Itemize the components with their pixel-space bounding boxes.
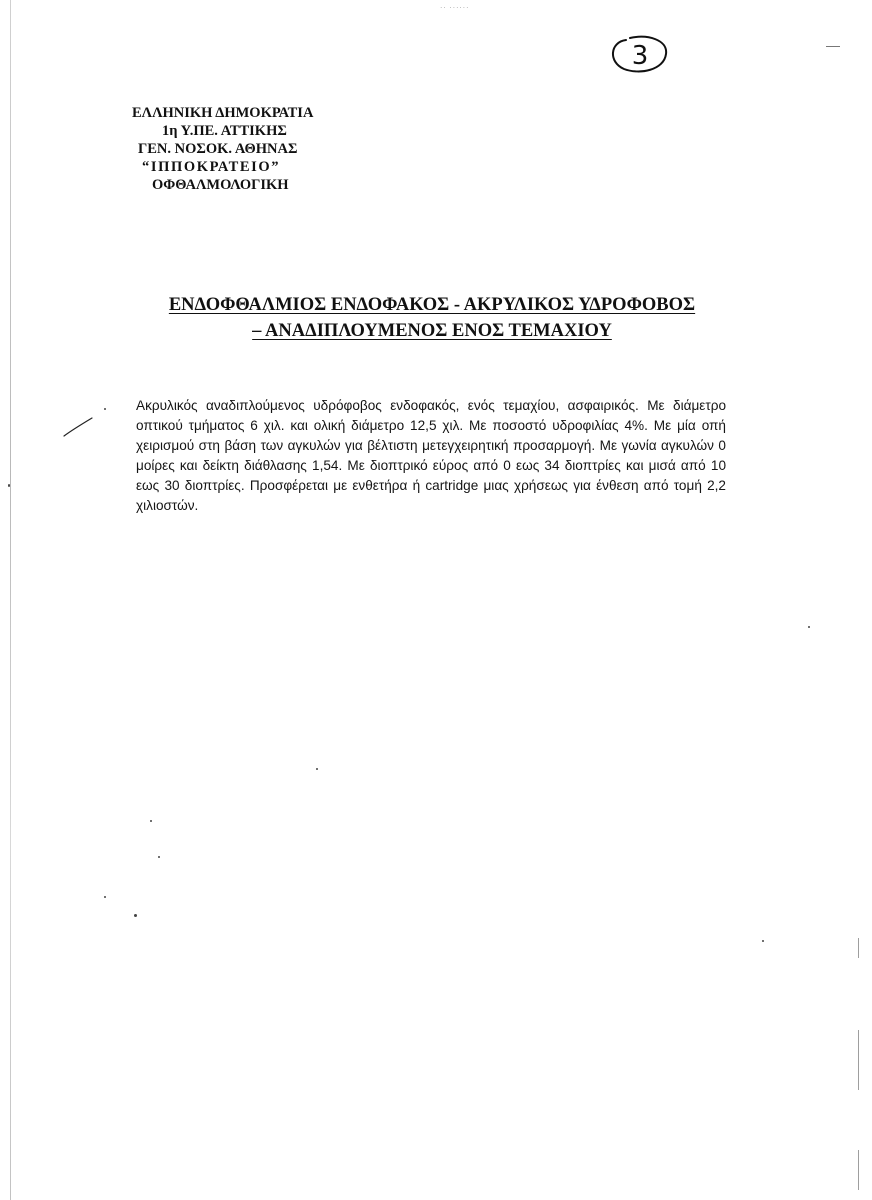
scan-edge-line <box>10 0 11 1200</box>
scan-speck <box>104 896 106 898</box>
scan-speck <box>158 856 160 858</box>
document-title <box>132 292 732 344</box>
scan-right-edge-mark <box>858 1150 859 1190</box>
header-health-region: 1η Υ.ΠΕ. ΑΤΤΙΚΗΣ <box>162 123 287 139</box>
header-hospital-name: “ΙΠΠΟΚΡΑΤΕΙΟ” <box>142 159 281 175</box>
issuer-header <box>132 104 352 194</box>
title-line-2: – ΑΝΑΔΙΠΛΟΥΜΕΝΟΣ ΕΝΟΣ ΤΕΜΑΧΙΟΥ <box>252 321 612 341</box>
title-line-1: ΕΝΔΟΦΘΑΛΜΙΟΣ ΕΝΔΟΦΑΚΟΣ - ΑΚΡΥΛΙΚΟΣ ΥΔΡΟΦΟΒΟΣ <box>168 295 696 315</box>
scan-speck <box>762 940 764 942</box>
handwritten-page-number <box>606 32 670 76</box>
scan-right-edge-mark <box>858 1030 859 1090</box>
specification-paragraph: Ακρυλικός αναδιπλούμενος υδρόφοβος ενδοφακός, ενός τεμαχίου, ασφαιρικός. Με διάμετρο οπτικού τμήματος 6 χιλ. και ολική διάμετρο 12,5 χιλ. Με ποσοστό υδροφιλίας 4%. Με μία οπή χειρισμού στη βάση των αγκυλών για βέλτιστη μετεγχειρητική προσαρμογή. Με γωνία αγκυλών 0 μοίρες και δείκτη διάθλασης 1,54. Με διοπτρικό εύρος από 0 εως 34 διοπτρίες και μισά από 10 εως 30 διοπτρίες. Προσφέρεται με ενθετήρα ή cartridge μιας χρήσεως για ένθεση από τομή 2,2 χιλιοστών. <box>136 398 726 513</box>
scan-speck <box>134 914 137 917</box>
scan-speck <box>8 484 10 487</box>
scan-top-mark: ·· ······ <box>440 4 470 12</box>
header-department: ΟΦΘΑΛΜΟΛΟΓΙΚΗ <box>152 177 289 193</box>
header-hospital: ΓΕΝ. ΝΟΣΟΚ. ΑΘΗΝΑΣ <box>138 141 298 157</box>
scan-speck <box>808 626 810 628</box>
page-number-text: 3 <box>631 41 649 71</box>
header-country: ΕΛΛΗΝΙΚΗ ΔΗΜΟΚΡΑΤΙΑ <box>132 105 314 121</box>
scan-speck <box>826 46 840 47</box>
scan-speck <box>150 820 152 822</box>
margin-pen-mark <box>62 416 94 438</box>
scan-speck <box>104 408 106 410</box>
scan-right-edge-mark <box>858 938 859 958</box>
scan-speck <box>316 768 318 770</box>
